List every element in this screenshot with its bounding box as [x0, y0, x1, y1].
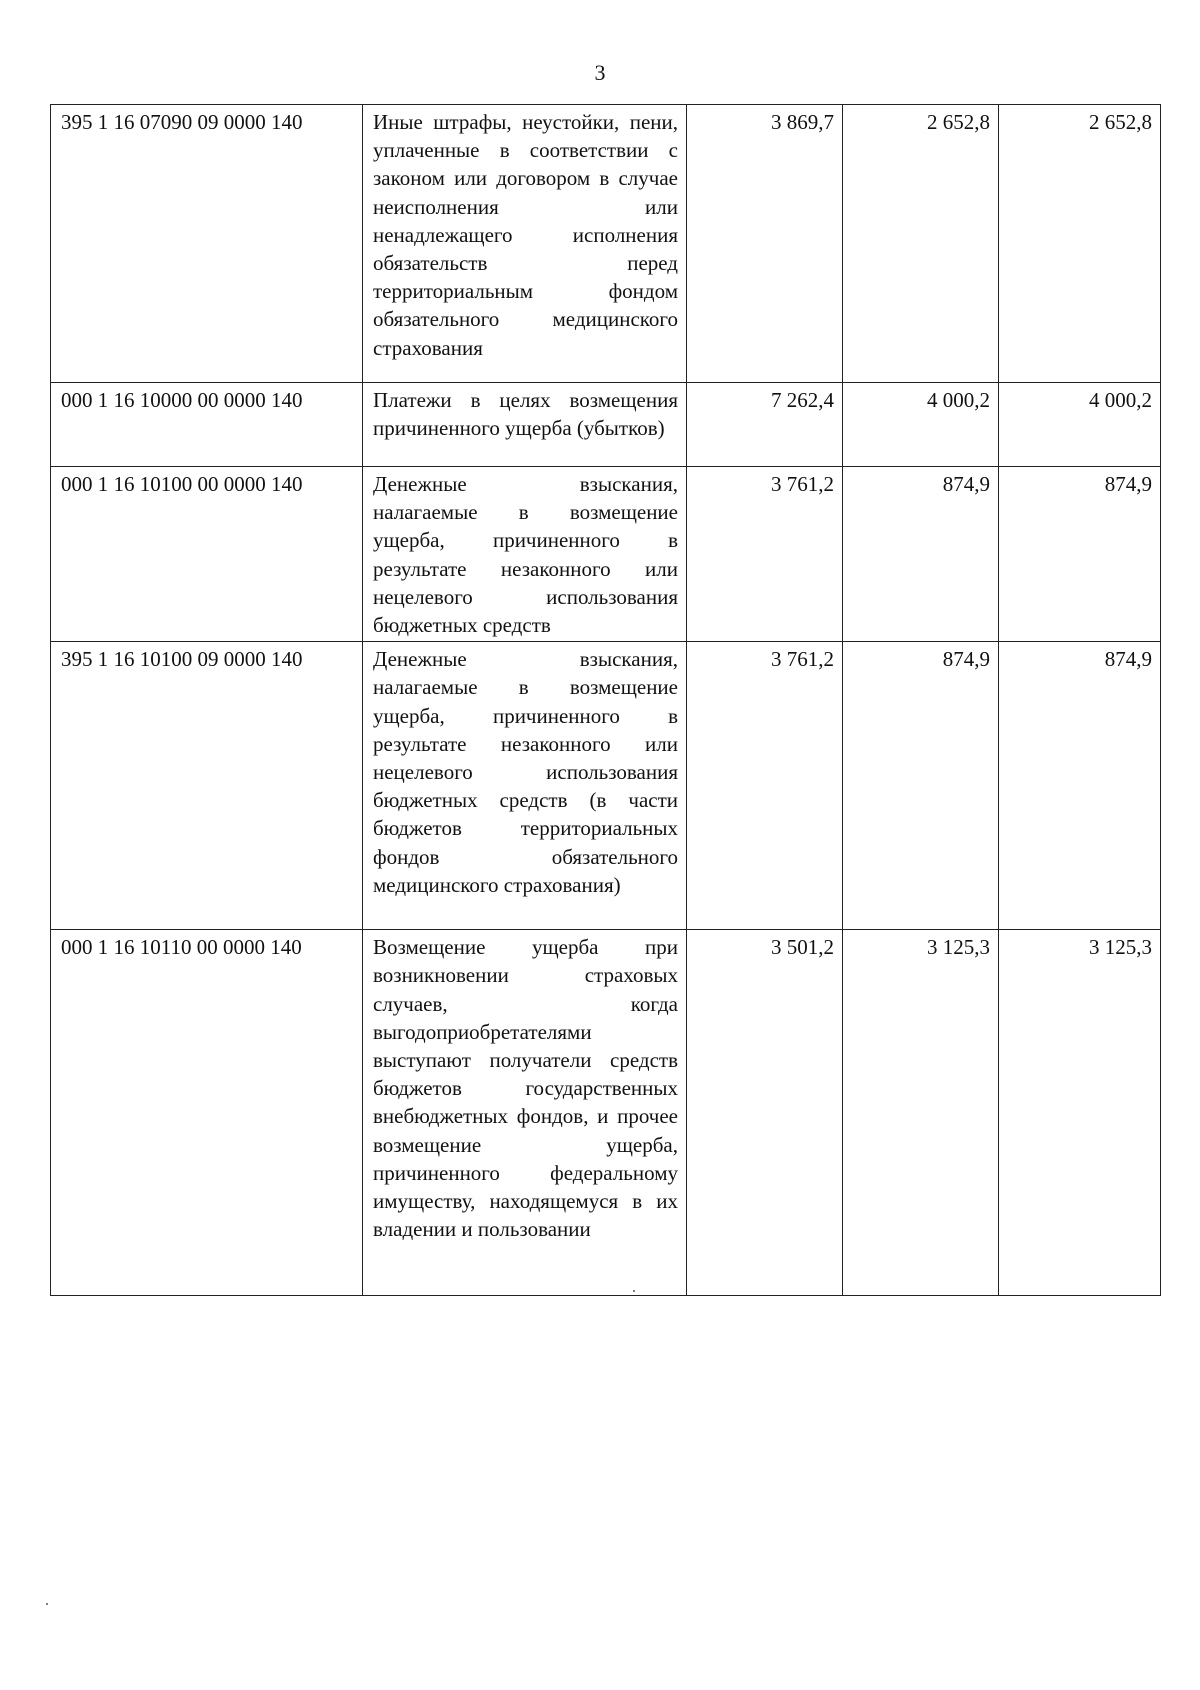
scan-speck — [46, 1603, 48, 1605]
revenue-name: Иные штрафы, неустойки, пени, уплаченные в соответствии с законом или договором в случае неисполнения или ненадлежащего исполнения обязательств перед территориальным фондом обязательного медицинского страхования — [363, 105, 687, 383]
table-row — [51, 105, 1161, 383]
budget-code: 000 1 16 10000 00 0000 140 — [51, 383, 363, 467]
revenue-name: Возмещение ущерба при возникновении страховых случаев, когда выгодоприобретателями выступают получатели средств бюджетов государственных внебюджетных фондов, и прочее возмещение ущерба, причиненного федеральному имуществу, находящемуся в их владении и пользовании — [363, 930, 687, 1296]
value-col-1: 3 761,2 — [687, 642, 843, 930]
value-col-2: 874,9 — [843, 467, 999, 642]
table-row — [51, 930, 1161, 1296]
value-col-2: 4 000,2 — [843, 383, 999, 467]
value-col-1: 3 501,2 — [687, 930, 843, 1296]
scan-speck — [633, 1290, 635, 1292]
value-col-1: 3 869,7 — [687, 105, 843, 383]
value-col-1: 7 262,4 — [687, 383, 843, 467]
value-col-2: 874,9 — [843, 642, 999, 930]
budget-revenue-table — [50, 104, 1161, 1296]
value-col-1: 3 761,2 — [687, 467, 843, 642]
revenue-name: Денежные взыскания, налагаемые в возмещение ущерба, причиненного в результате незаконного или нецелевого использования бюджетных средств — [363, 467, 687, 642]
budget-code: 000 1 16 10110 00 0000 140 — [51, 930, 363, 1296]
budget-code: 000 1 16 10100 00 0000 140 — [51, 467, 363, 642]
budget-code: 395 1 16 07090 09 0000 140 — [51, 105, 363, 383]
value-col-2: 2 652,8 — [843, 105, 999, 383]
page-number: 3 — [594, 60, 606, 85]
revenue-name: Денежные взыскания, налагаемые в возмещение ущерба, причиненного в результате незаконного или нецелевого использования бюджетных средств (в части бюджетов территориальных фондов обязательного медицинского страхования) — [363, 642, 687, 930]
table-row — [51, 642, 1161, 930]
value-col-3: 874,9 — [999, 467, 1161, 642]
budget-code: 395 1 16 10100 09 0000 140 — [51, 642, 363, 930]
table-row — [51, 467, 1161, 642]
value-col-3: 4 000,2 — [999, 383, 1161, 467]
value-col-3: 874,9 — [999, 642, 1161, 930]
value-col-2: 3 125,3 — [843, 930, 999, 1296]
value-col-3: 2 652,8 — [999, 105, 1161, 383]
revenue-name: Платежи в целях возмещения причиненного ущерба (убытков) — [363, 383, 687, 467]
table-row — [51, 383, 1161, 467]
value-col-3: 3 125,3 — [999, 930, 1161, 1296]
